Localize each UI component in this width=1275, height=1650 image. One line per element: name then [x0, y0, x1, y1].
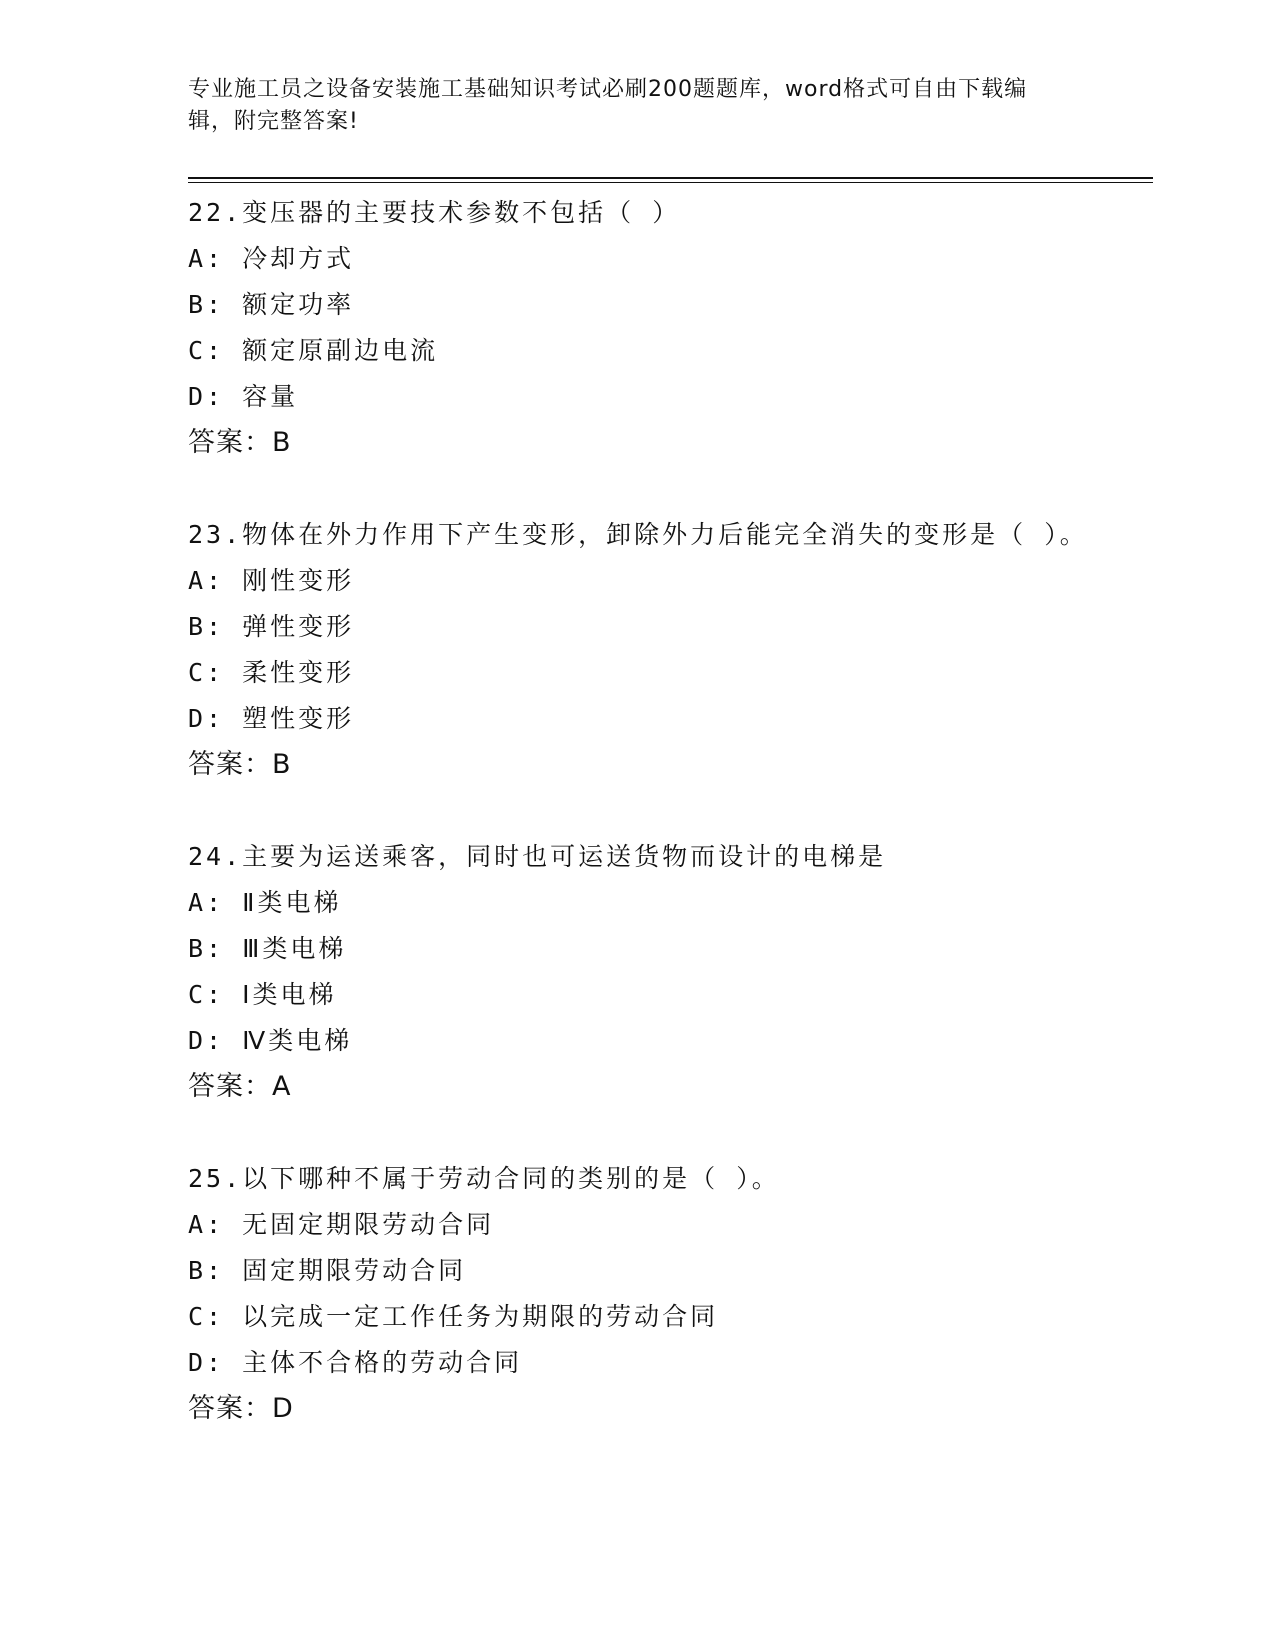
option-a: A: 刚性变形	[188, 566, 355, 595]
question-24	[188, 834, 1088, 1110]
option-b: B: 固定期限劳动合同	[188, 1256, 467, 1285]
option-d: D: 塑性变形	[188, 704, 355, 733]
option-c: C: 以完成一定工作任务为期限的劳动合同	[188, 1302, 719, 1331]
question-stem: 22.变压器的主要技术参数不包括（ ）	[188, 198, 681, 227]
answer-label: 答案：B	[188, 427, 292, 458]
question-stem: 25.以下哪种不属于劳动合同的类别的是（ ）。	[188, 1164, 780, 1193]
option-d: D: 容量	[188, 382, 299, 411]
option-a: A: Ⅱ类电梯	[188, 888, 342, 917]
question-23	[188, 512, 1088, 788]
option-b: B: 弹性变形	[188, 612, 355, 641]
option-c: C: Ⅰ类电梯	[188, 980, 337, 1009]
option-d: D: 主体不合格的劳动合同	[188, 1348, 523, 1377]
option-a: A: 冷却方式	[188, 244, 355, 273]
option-c: C: 额定原副边电流	[188, 336, 439, 365]
document-title: 专业施工员之设备安装施工基础知识考试必刷200题题库，word格式可自由下载编辑，附完整答案!	[188, 77, 1028, 134]
answer-label: 答案：A	[188, 1071, 292, 1102]
option-b: B: 额定功率	[188, 290, 355, 319]
option-b: B: Ⅲ类电梯	[188, 934, 347, 963]
question-list	[188, 190, 1088, 1478]
header-divider-thin	[188, 182, 1153, 183]
header-divider-thick	[188, 177, 1153, 179]
option-a: A: 无固定期限劳动合同	[188, 1210, 495, 1239]
option-c: C: 柔性变形	[188, 658, 355, 687]
question-stem: 23.物体在外力作用下产生变形，卸除外力后能完全消失的变形是（ ）。	[188, 520, 1088, 549]
answer-label: 答案：B	[188, 749, 292, 780]
question-stem: 24.主要为运送乘客，同时也可运送货物而设计的电梯是	[188, 842, 887, 871]
option-d: D: Ⅳ类电梯	[188, 1026, 353, 1055]
question-22	[188, 190, 1088, 466]
question-25	[188, 1156, 1088, 1432]
answer-label: 答案：D	[188, 1393, 294, 1424]
